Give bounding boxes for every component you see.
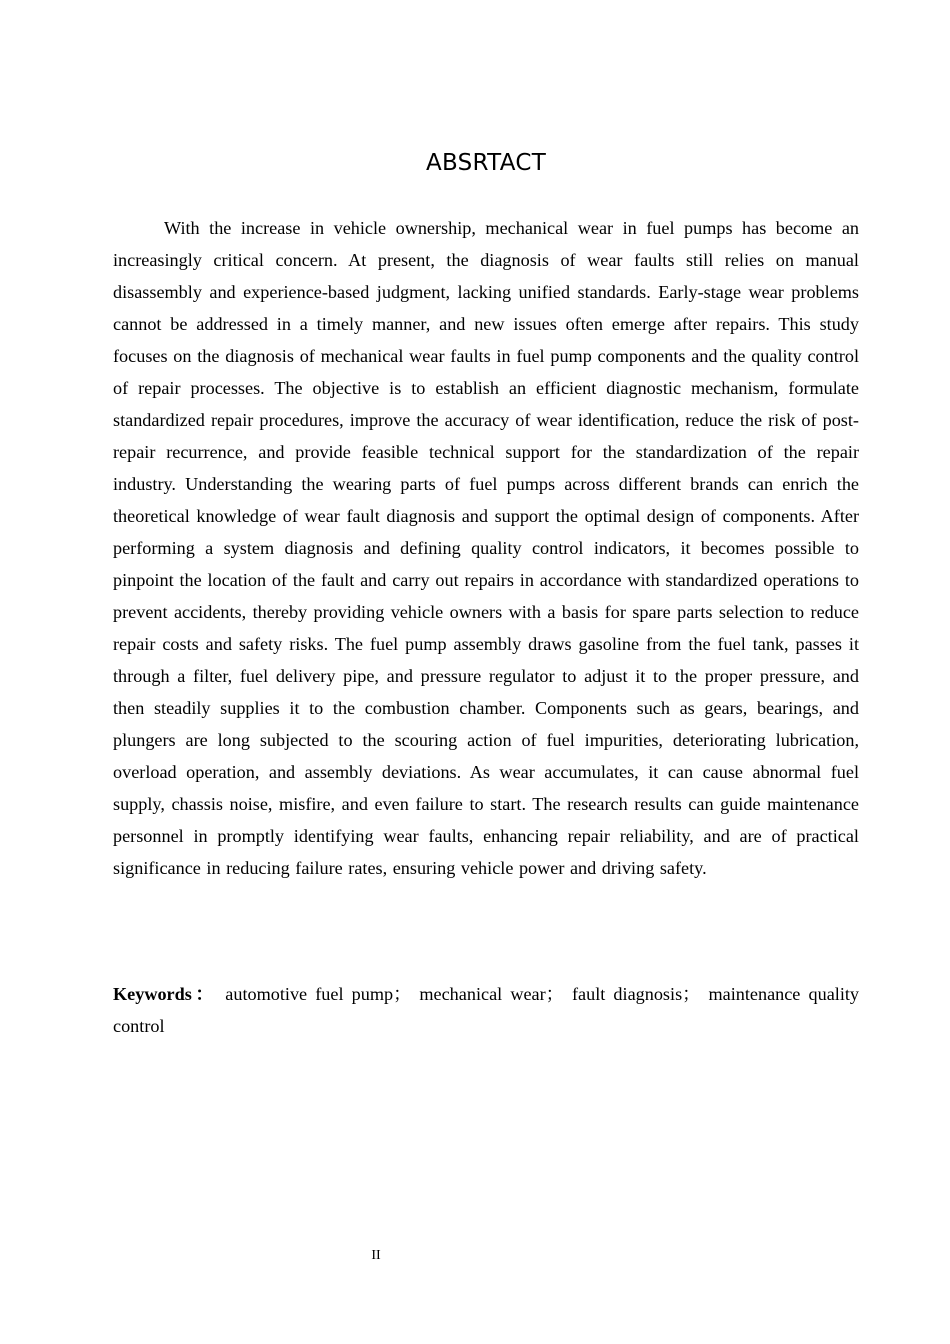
keyword-separator: ；	[682, 984, 701, 1004]
abstract-paragraph: With the increase in vehicle ownership, mechanical wear in fuel pumps has become an increasingly critical concern. At present, the diagnosis of wear faults still relies on manual disassembly and experience-based judgment, lacking unified standards. Early-stage wear problems cannot be addressed in a timely manner, and new issues often emerge after repairs. This study focuses on the diagnosis of mechanical wear faults in fuel pump components and the quality control of repair processes. The objective is to establish an efficient diagnostic mechanism, formulate standardized repair procedures, improve the accuracy of wear identification, reduce the risk of post-repair recurrence, and provide feasible technical support for the standardization of the repair industry. Understanding the wearing parts of fuel pumps across different brands can enrich the theoretical knowledge of wear fault diagnosis and support the optimal design of components. After performing a system diagnosis and defining quality control indicators, it becomes possible to pinpoint the location of the fault and carry out repairs in accordance with standardized operations to prevent accidents, thereby providing vehicle owners with a basis for spare parts selection to reduce repair costs and safety risks. The fuel pump assembly draws gasoline from the fuel tank, passes it through a filter, fuel delivery pipe, and pressure regulator to adjust it to the proper pressure, and then steadily supplies it to the combustion chamber. Components such as gears, bearings, and plungers are long subjected to the scouring action of fuel impurities, deteriorating lubrication, overload operation, and assembly deviations. As wear accumulates, it can cause abnormal fuel supply, chassis noise, misfire, and even failure to start. The research results can guide maintenance personnel in promptly identifying wear faults, enhancing repair reliability, and are of practical significance in reducing failure rates, ensuring vehicle power and driving safety.	[113, 218, 859, 878]
abstract-title: ABSRTACT	[425, 150, 547, 176]
keyword-1: automotive fuel pump	[225, 984, 394, 1004]
keyword-3: fault diagnosis	[571, 984, 683, 1004]
keyword-separator: ；	[393, 984, 412, 1004]
keywords-line	[113, 978, 859, 1042]
keyword-4: maintenance quality control	[113, 984, 860, 1036]
page-number: II	[371, 1248, 381, 1263]
keywords-label: Keywords：	[113, 984, 218, 1004]
keyword-separator: ；	[545, 984, 564, 1004]
keyword-2: mechanical wear	[419, 984, 546, 1004]
